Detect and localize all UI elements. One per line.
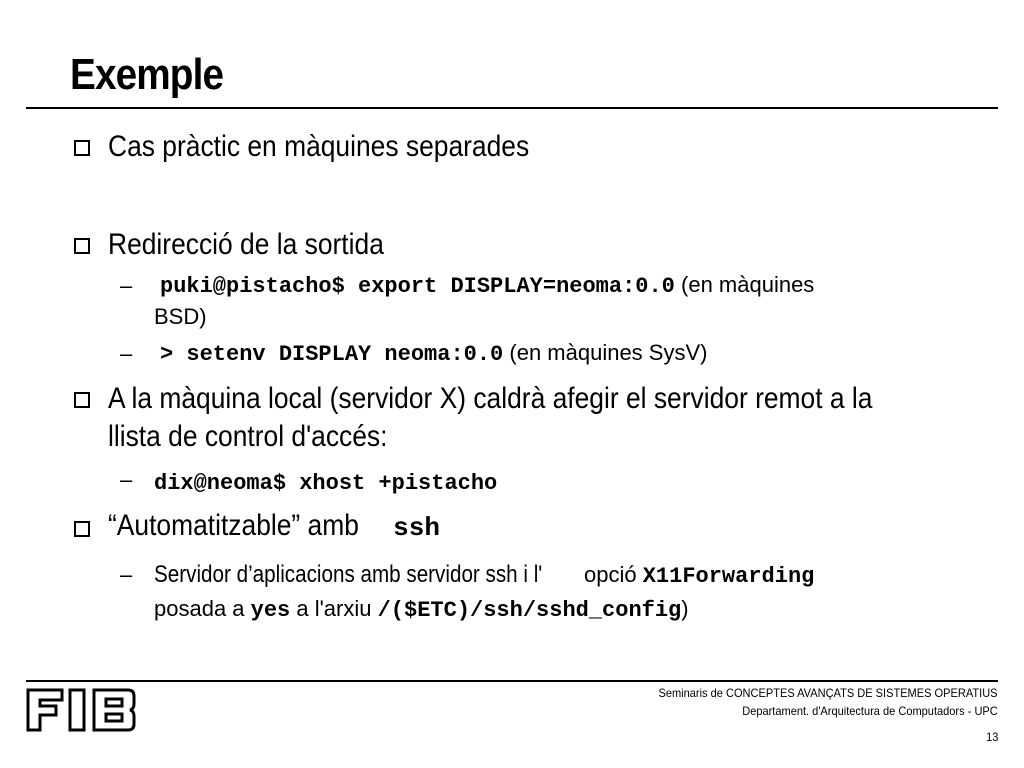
footer-department: Departament. d'Arquitectura de Computadors - UPC — [742, 704, 998, 718]
title-divider — [26, 107, 998, 109]
bullet-4-sub-1-b — [584, 560, 814, 592]
bullet-box — [74, 392, 90, 408]
bullet-1-text: Cas pràctic en màquines separades — [108, 130, 530, 163]
bullet-box — [74, 238, 90, 254]
bullet-3 — [108, 382, 977, 416]
bullet-4-sub-1 — [154, 560, 605, 590]
bullet-4-sub-1-text-c: posada a — [154, 596, 251, 621]
bullet-4 — [108, 509, 440, 545]
bullet-2-sub-1-note: (en màquines — [674, 272, 815, 297]
sub-dash: – — [120, 273, 133, 298]
code-xhost: dix@neoma$ xhost +pistacho — [154, 471, 498, 496]
bullet-3-line-1: A la màquina local (servidor X) caldrà afegir el servidor remot a la — [108, 382, 873, 415]
sub-dash: – — [120, 562, 133, 587]
bullet-4-sub-1-cont — [154, 594, 689, 626]
bullet-2-sub-2-note: (en màquines SysV) — [503, 340, 708, 365]
bullet-1 — [108, 130, 587, 164]
bullet-2-sub-2 — [160, 338, 707, 370]
sub-dash: – — [120, 341, 133, 366]
bullet-2-sub-1-cont: BSD) — [154, 304, 207, 329]
bullet-4-sub-1-text-b: opció — [584, 562, 643, 587]
page-title: Exemple — [70, 50, 224, 99]
bullet-4-sub-1-text-a: Servidor d’aplicacions amb servidor ssh i l' — [154, 561, 543, 588]
bullet-box — [74, 521, 90, 537]
code-sshd-config-path: /($ETC)/ssh/sshd_config — [377, 598, 682, 623]
footer-course: Seminaris de CONCEPTES AVANÇATS DE SISTEMES OPERATIUS — [658, 686, 998, 700]
code-ssh: ssh — [393, 513, 440, 543]
sub-dash: – — [120, 467, 133, 492]
bullet-3-sub-1 — [154, 467, 497, 499]
bullet-3-cont — [108, 420, 426, 454]
bullet-2-text: Redirecció de la sortida — [108, 228, 384, 261]
bullet-2-sub-1 — [160, 270, 814, 302]
code-setenv-display: > setenv DISPLAY neoma:0.0 — [160, 342, 504, 367]
bullet-2 — [108, 228, 422, 262]
bullet-3-line-2: llista de control d'accés: — [108, 420, 388, 453]
footer-divider — [26, 680, 998, 682]
fib-logo-icon — [26, 688, 138, 732]
bullet-4-sub-1-text-d: a l'arxiu — [290, 596, 378, 621]
page-number: 13 — [985, 730, 998, 744]
code-x11forwarding: X11Forwarding — [642, 564, 815, 589]
code-export-display: puki@pistacho$ export DISPLAY=neoma:0.0 — [160, 274, 675, 299]
bullet-4-text: “Automatitzable” amb — [108, 509, 359, 542]
code-yes: yes — [250, 598, 291, 623]
bullet-box — [74, 140, 90, 156]
bullet-4-sub-1-text-e: ) — [681, 596, 689, 621]
